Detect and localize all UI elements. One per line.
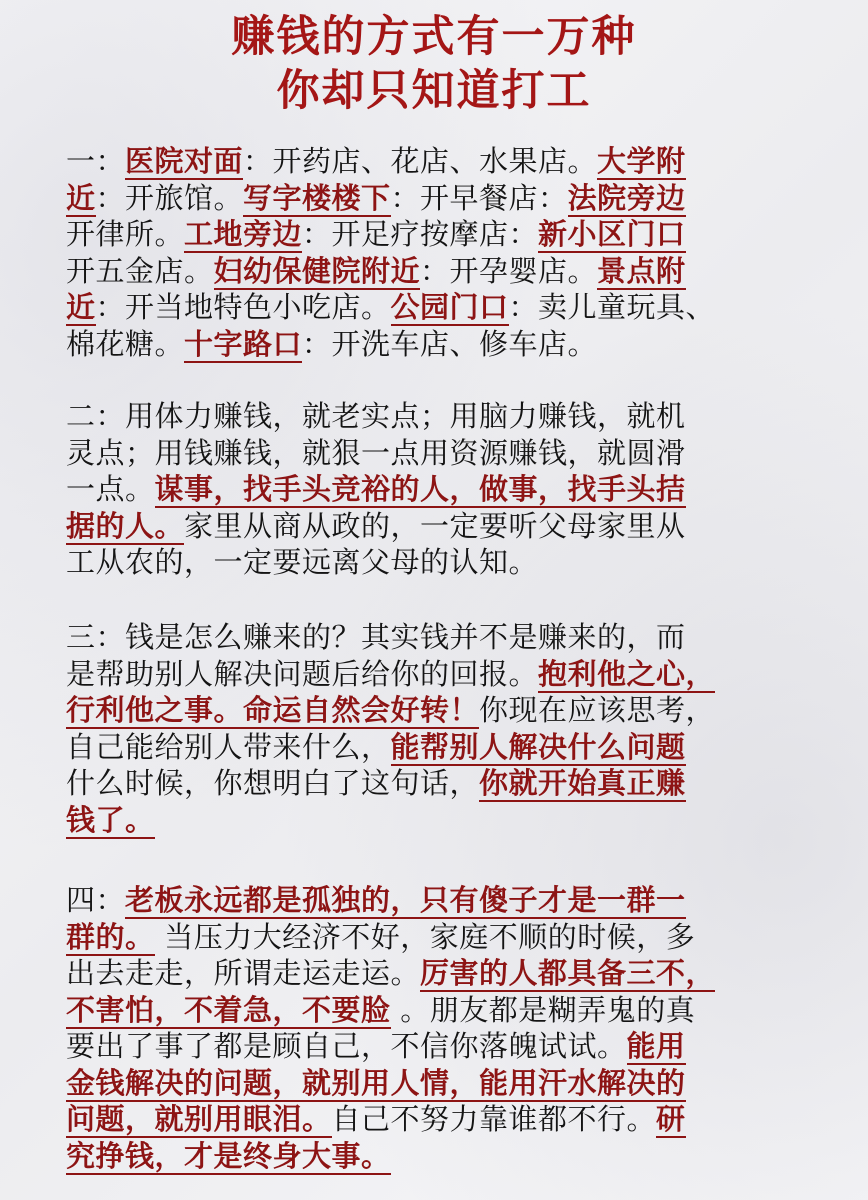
text-segment: 什么时候，你想明白了这句话，	[66, 766, 480, 800]
text-line	[66, 508, 806, 545]
text-segment: 开五金店。	[66, 253, 214, 288]
highlighted-phrase: 群的。	[66, 919, 155, 954]
text-segment: 家里从商从政的，一定要听父母家里从	[184, 508, 686, 543]
highlighted-phrase: 抱利他之心，	[538, 656, 716, 691]
text-line	[66, 955, 806, 992]
text-line	[66, 692, 806, 729]
section-four	[66, 882, 806, 1174]
text-segment: 工从农的，一定要远离父母的认知。	[66, 545, 539, 579]
highlighted-phrase: 钱了。	[66, 802, 155, 837]
highlighted-phrase: 谋事，找手头竞裕的人，做事，找手头拮	[154, 472, 686, 506]
text-line	[66, 471, 806, 508]
text-line	[66, 289, 806, 326]
text-line	[66, 326, 806, 363]
text-line	[66, 544, 806, 581]
highlighted-phrase: 公园门口	[390, 290, 509, 324]
text-line	[66, 1101, 806, 1138]
text-segment: ：开洗车店、修车店。	[302, 326, 598, 361]
text-segment: 四：	[66, 883, 126, 917]
text-line	[66, 435, 806, 472]
text-line	[66, 253, 806, 290]
text-segment: 你现在应该思考，	[479, 693, 716, 727]
section-two	[66, 398, 806, 581]
section-one	[66, 143, 806, 362]
highlighted-phrase: 不害怕，不着急，不要脸	[66, 992, 391, 1027]
highlighted-phrase: 你就开始真正赚	[479, 766, 686, 800]
text-segment: 开律所。	[66, 217, 185, 251]
text-segment: 。朋友都是糊弄鬼的真	[390, 992, 696, 1027]
text-segment: 棉花糖。	[66, 326, 185, 361]
text-line	[66, 656, 806, 693]
text-line	[66, 882, 806, 919]
text-segment: 自己不努力靠谁都不行。	[331, 1102, 657, 1136]
highlighted-phrase: 能帮别人解决什么问题	[390, 729, 686, 764]
section-three	[66, 619, 806, 838]
highlighted-phrase: 景点附	[597, 253, 686, 288]
text-segment: ：开当地特色小吃店。	[95, 290, 391, 324]
highlighted-phrase: 大学附	[597, 144, 686, 178]
text-segment: 是帮助别人解决问题后给你的回报。	[66, 656, 539, 691]
text-line	[66, 1065, 806, 1102]
highlighted-phrase: 法院旁边	[567, 180, 686, 215]
text-line	[66, 216, 806, 253]
highlighted-phrase: 据的人。	[66, 508, 185, 543]
text-line	[66, 619, 806, 656]
highlighted-phrase: 金钱解决的问题，就别用人情，能用汗水解决的	[66, 1065, 686, 1100]
text-segment: ：开孕婴店。	[420, 253, 598, 288]
text-line	[66, 992, 806, 1029]
highlighted-phrase: 能用	[626, 1029, 686, 1063]
highlighted-phrase: 近	[66, 290, 96, 324]
text-segment: 三：钱是怎么赚来的？其实钱并不是赚来的，而	[66, 620, 686, 654]
highlighted-phrase: 工地旁边	[184, 217, 303, 251]
highlighted-phrase: 厉害的人都具备三不，	[420, 956, 716, 990]
text-line	[66, 729, 806, 766]
text-segment: ：开药店、花店、水果店。	[243, 144, 598, 178]
text-line	[66, 1138, 806, 1175]
highlighted-phrase: 究挣钱，才是终身大事。	[66, 1138, 391, 1173]
text-segment: 出去走走，所谓走运走运。	[66, 956, 421, 990]
highlighted-phrase: 研	[656, 1102, 686, 1136]
text-segment: ：开早餐店：	[390, 180, 568, 215]
text-segment: ：开旅馆。	[95, 180, 244, 215]
text-line	[66, 398, 806, 435]
text-segment: 一：	[66, 144, 126, 178]
page-title	[0, 10, 868, 118]
highlighted-phrase: 行利他之事。命运自然会好转！	[66, 693, 480, 727]
text-line	[66, 765, 806, 802]
text-line	[66, 802, 806, 839]
text-line	[66, 143, 806, 180]
text-line	[66, 1028, 806, 1065]
text-segment: 要出了事了都是顾自己，不信你落魄试试。	[66, 1029, 627, 1063]
text-line	[66, 180, 806, 217]
highlighted-phrase: 写字楼楼下	[243, 180, 391, 215]
text-segment: 当压力大经济不好，家庭不顺的时候，多	[154, 919, 696, 954]
highlighted-phrase: 近	[66, 180, 96, 215]
highlighted-phrase: 妇幼保健院附近	[213, 253, 421, 288]
text-segment: 二：用体力赚钱，就老实点；用脑力赚钱，就机	[66, 399, 686, 433]
text-segment: 一点。	[66, 472, 155, 506]
text-segment: 自己能给别人带来什么，	[66, 729, 391, 764]
title-line-1: 赚钱的方式有一万种	[231, 12, 637, 62]
highlighted-phrase: 新小区门口	[538, 217, 686, 251]
highlighted-phrase: 老板永远都是孤独的，只有傻子才是一群一	[125, 883, 686, 917]
text-line	[66, 919, 806, 956]
highlighted-phrase: 医院对面	[125, 144, 244, 178]
text-segment: 灵点；用钱赚钱，就狠一点用资源赚钱，就圆滑	[66, 435, 686, 470]
text-segment: ：卖儿童玩具、	[508, 290, 716, 324]
title-line-2: 你却只知道打工	[276, 66, 592, 116]
highlighted-phrase: 十字路口	[184, 326, 303, 361]
highlighted-phrase: 问题，就别用眼泪。	[66, 1102, 332, 1136]
text-segment: ：开足疗按摩店：	[302, 217, 539, 251]
